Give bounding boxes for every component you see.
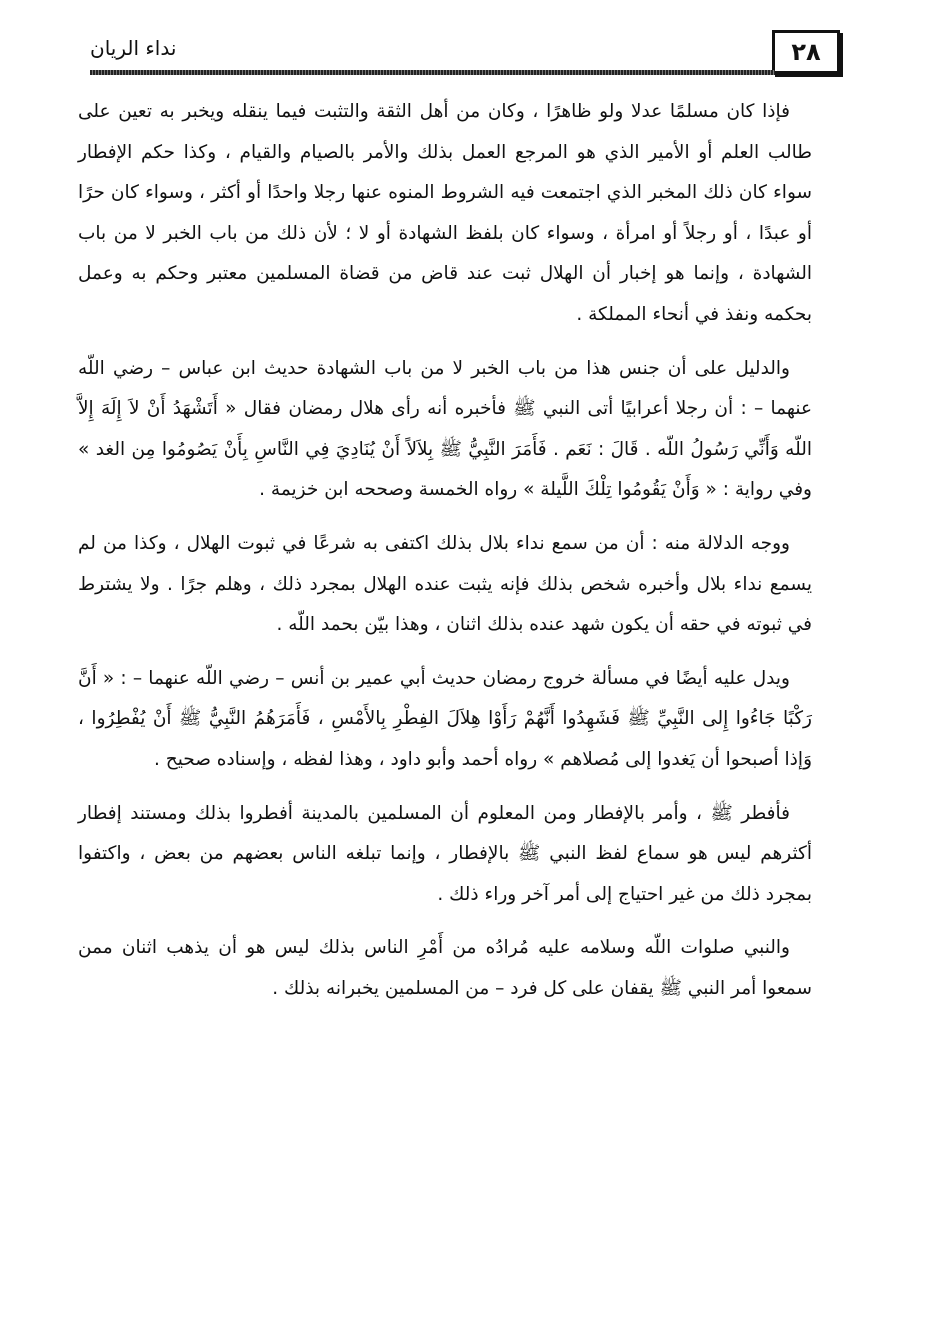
paragraph: ويدل عليه أيضًا في مسألة خروج رمضان حديث أبي عمير بن أنس – رضي اللّه عنهما – : « أَنَّ رَكْبًا جَاءُوا إِلى النَّبِيِّ ﷺ فَشَهِدُوا أَنَّهُمْ رَأَوْا هِلاَلَ الفِطْرِ بِالأَمْسِ ، فَأَمَرَهُمُ النَّبِيُّ ﷺ أَنْ يُفْطِرُوا ، وَإذا أصبحوا أن يَغدوا إلى مُصلاهم » رواه أحمد وأبو داود ، وهذا لفظه ، وإسناده صحيح . xyxy=(78,667,812,770)
paragraph: والدليل على أن جنس هذا من باب الخبر لا من باب الشهادة حديث ابن عباس – رضي اللّه عنهما – : أن رجلا أعرابيًا أتى النبي ﷺ فأخبره أنه رأى هلال رمضان فقال « أَتَشْهَدُ أَنْ لاَ إِلَهَ إِلاَّ اللّه وَأَنِّي رَسُولُ اللّه . قَالَ : نَعَم . فَأَمَرَ النَّبِيُّ ﷺ بِلاَلاً أَنْ يُنَادِيَ فِي النَّاسِ بِأَنْ يَصُومُوا مِن الغد » وفي رواية : « وَأَنْ يَقُومُوا تِلْكَ اللَّيلة » رواه الخمسة وصححه ابن خزيمة . xyxy=(78,357,812,501)
paragraph: والنبي صلوات اللّه وسلامه عليه مُرادُه من أَمْرِ الناس بذلك ليس هو أن يذهب اثنان ممن سمعوا أمر النبي ﷺ يقفان على كل فرد – من المسلمين يخبرانه بذلك . xyxy=(78,937,812,999)
paragraph: فإذا كان مسلمًا عدلا ولو ظاهرًا ، وكان من أهل الثقة والتثبت فيما ينقله ويخبر به تعين على طالب العلم أو الأمير الذي هو المرجع العمل بذلك والأمر بالصيام والقيام ، وكذا حكم الإفطار سواء كان ذلك المخبر الذي اجتمعت فيه الشروط المنوه عنها رجلا واحدًا أو أكثر ، وسواء كان حرًا أو عبدًا ، أو رجلاً أو امرأة ، وسواء كان بلفظ الشهادة أو لا ؛ لأن ذلك من باب الخبر لا من باب الشهادة ، وإنما هو إخبار أن الهلال ثبت عند قاض من قضاة المسلمين معتبر وحكم به وعمل بحكمه ونفذ في أنحاء المملكة . xyxy=(78,101,812,325)
running-title: نداء الريان xyxy=(90,36,177,60)
page-number: ٢٨ xyxy=(772,30,840,74)
running-header xyxy=(90,30,840,74)
paragraph: ووجه الدلالة منه : أن من سمع نداء بلال بذلك اكتفى به شرعًا في ثبوت الهلال ، وكذا من لم يسمع نداء بلال وأخبره شخص بذلك فإنه يثبت عنده الهلال بمجرد ذلك ، وهلم جرًا . ولا يشترط في ثبوته في حقه أن يكون شهد عنده بذلك اثنان ، وهذا بيّن بحمد اللّه . xyxy=(78,532,812,636)
header-rule xyxy=(90,70,775,75)
page-body xyxy=(78,92,812,1022)
paragraph: فأفطر ﷺ ، وأمر بالإفطار ومن المعلوم أن المسلمين بالمدينة أفطروا بذلك ومستند إفطار أكثرهم ليس هو سماع لفظ النبي ﷺ بالإفطار ، وإنما تبلغه الناس بعضهم من بعض ، واكتفوا بمجرد ذلك من غير احتياج إلى أمر آخر وراء ذلك . xyxy=(78,802,812,905)
